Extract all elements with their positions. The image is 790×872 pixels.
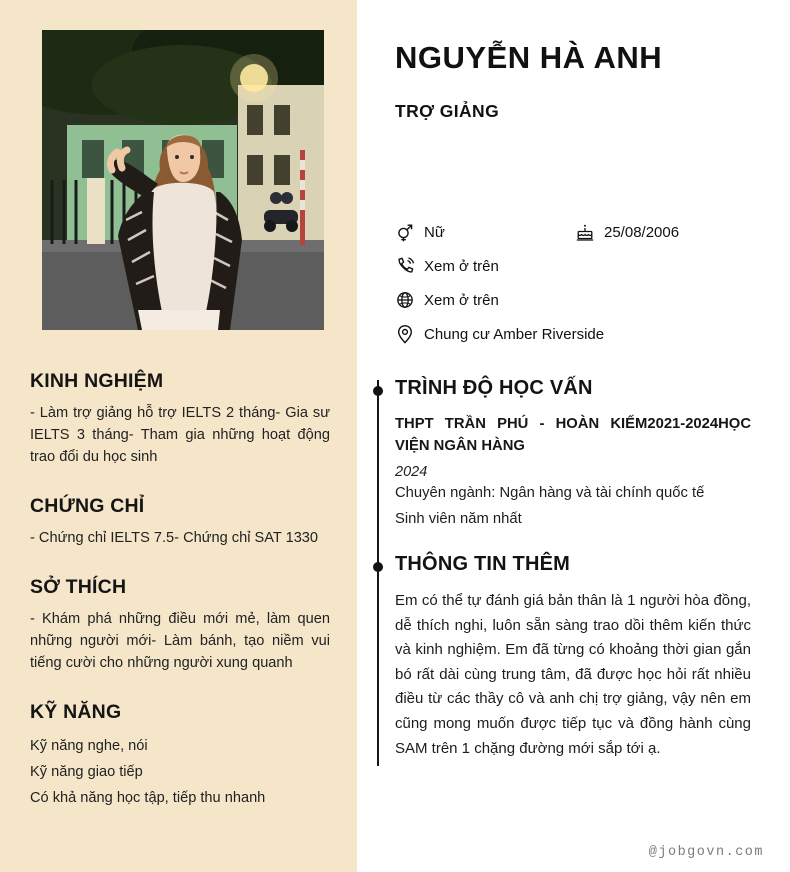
education-school: THPT TRẦN PHÚ - HOÀN KIẾM2021-2024HỌC VIỆN NGÂN HÀNG bbox=[395, 416, 751, 454]
certificates-text: - Chứng chỉ IELTS 7.5- Chứng chỉ SAT 1330 bbox=[30, 530, 319, 546]
gender-value: Nữ bbox=[424, 223, 445, 241]
education-year: 2024 bbox=[395, 464, 428, 480]
section-title-hobbies: SỞ THÍCH bbox=[30, 576, 127, 598]
birthday-value: 25/08/2006 bbox=[604, 223, 680, 241]
additional-info-heading: THÔNG TIN THÊM bbox=[395, 553, 571, 575]
location-icon bbox=[395, 324, 415, 344]
additional-info-section bbox=[395, 553, 751, 761]
profile-photo bbox=[42, 30, 324, 330]
contact-website bbox=[395, 286, 499, 314]
contact-phone bbox=[395, 252, 499, 280]
education-status: Sinh viên năm nhất bbox=[395, 511, 522, 527]
experience-text: - Làm trợ giảng hỗ trợ IELTS 2 tháng- Gia sư IELTS 3 tháng- Tham gia những hoạt động trao đổi du học sinh bbox=[30, 405, 330, 465]
education-heading: TRÌNH ĐỘ HỌC VẤN bbox=[395, 377, 593, 399]
globe-icon bbox=[395, 290, 415, 310]
phone-icon bbox=[395, 256, 415, 276]
skill-item: Kỹ năng giao tiếp bbox=[30, 764, 143, 780]
education-major: Chuyên ngành: Ngân hàng và tài chính quốc tế bbox=[395, 485, 705, 501]
hobbies-text: - Khám phá những điều mới mẻ, làm quen những người mới- Làm bánh, tạo niềm vui tiếng cười cho những người xung quanh bbox=[30, 611, 330, 671]
contact-gender bbox=[395, 218, 445, 246]
address-value: Chung cư Amber Riverside bbox=[424, 325, 605, 343]
education-section bbox=[395, 377, 751, 532]
timeline-bullet-additional bbox=[373, 562, 383, 572]
contact-birthday bbox=[575, 218, 679, 246]
gender-icon bbox=[395, 222, 415, 242]
candidate-name: NGUYỄN HÀ ANH bbox=[395, 40, 663, 75]
contact-address bbox=[395, 320, 604, 348]
job-title: TRỢ GIẢNG bbox=[395, 101, 500, 121]
sidebar-content bbox=[0, 370, 357, 811]
skill-item: Kỹ năng nghe, nói bbox=[30, 738, 148, 754]
additional-info-body: Em có thể tự đánh giá bản thân là 1 người hòa đồng, dễ thích nghi, luôn sẵn sàng trao dồi thêm kiến thức và kinh nghiệm. Em đã từng có khoảng thời gian gắn bó rất dài cùng trung tâm, đã được học hỏi rất nhiều điều từ các thầy cô và anh chị trợ giảng, vậy nên em cũng mong muốn được tiếp tục và đồng hành cùng SAM trên 1 chặng đường mới sắp tới ạ. bbox=[395, 592, 751, 757]
website-value: Xem ở trên bbox=[424, 291, 499, 309]
timeline-bullet-education bbox=[373, 386, 383, 396]
watermark: @jobgovn.com bbox=[648, 845, 764, 860]
skill-item: Có khả năng học tập, tiếp thu nhanh bbox=[30, 790, 266, 806]
timeline-line bbox=[377, 380, 379, 766]
cake-icon bbox=[575, 222, 595, 242]
profile-photo-image bbox=[42, 30, 324, 330]
section-title-experience: KINH NGHIỆM bbox=[30, 370, 164, 392]
section-title-skills: KỸ NĂNG bbox=[30, 701, 122, 723]
sidebar bbox=[0, 0, 357, 872]
section-title-certificates: CHỨNG CHỈ bbox=[30, 495, 145, 517]
phone-value: Xem ở trên bbox=[424, 257, 499, 275]
